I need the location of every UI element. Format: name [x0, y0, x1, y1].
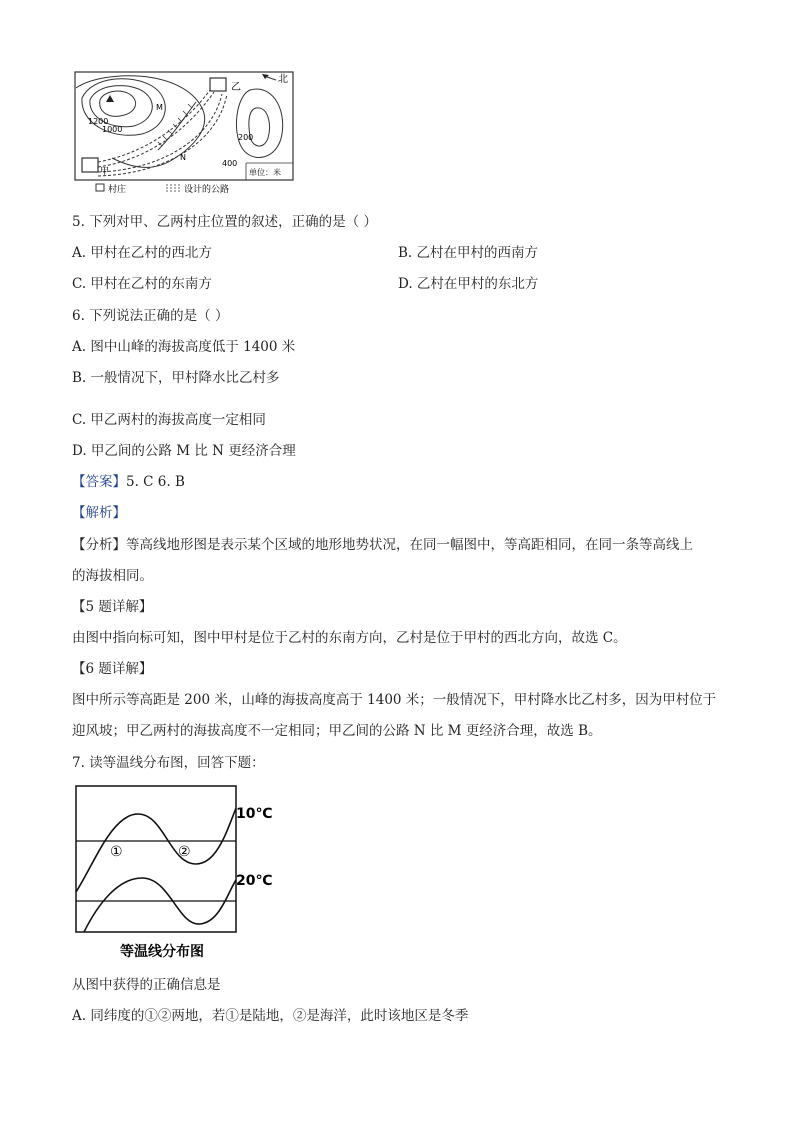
analysis-heading: 【解析】: [72, 505, 126, 521]
q6-stem: 6. 下列说法正确的是（ ）: [72, 308, 229, 324]
isotherm-figure: [74, 784, 284, 962]
village-jia-label: 甲: [100, 167, 110, 177]
contour-1000-label: 1000: [102, 125, 123, 134]
detail6-line-1: 图中所示等高距是 200 米，山峰的海拔高度高于 1400 米；一般情况下，甲村降水比乙村多，因为甲村位于: [72, 692, 717, 708]
village-yi-label: 乙: [231, 82, 241, 93]
analysis-text-1: 等高线地形图是表示某个区域的地形地势状况，在同一幅图中，等高距相同，在同一条等高线上: [126, 537, 693, 553]
answer-line: [72, 473, 185, 491]
contour-1200-label: 1200: [88, 117, 109, 126]
q7-option-a[interactable]: A. 同纬度的①②两地，若①是陆地，②是海洋，此时该地区是冬季: [72, 1008, 469, 1024]
q6-option-d[interactable]: D. 甲乙间的公路 M 比 N 更经济合理: [72, 443, 296, 459]
isotherm-caption: 等温线分布图: [120, 944, 204, 960]
detail5-text: 由图中指向标可知，图中甲村是位于乙村的东南方向，乙村是位于甲村的西北方向，故选 C。: [72, 630, 627, 646]
north-label: 北: [278, 74, 288, 85]
contour-map-figure: [72, 68, 302, 198]
isotherm-10c-label: 10℃: [236, 806, 273, 822]
legend-road-label: 设计的公路: [184, 185, 230, 195]
q6-option-b[interactable]: B. 一般情况下，甲村降水比乙村多: [72, 370, 280, 386]
contour-400-label: 400: [222, 159, 238, 168]
q5-stem: 5. 下列对甲、乙两村庄位置的叙述，正确的是（ ）: [72, 214, 377, 230]
analysis-tag: 【分析】: [72, 537, 126, 553]
answer-tag: 【答案】: [72, 474, 126, 490]
legend-village-label: 村庄: [108, 185, 127, 195]
q6-option-c[interactable]: C. 甲乙两村的海拔高度一定相同: [72, 412, 266, 428]
q5-option-a[interactable]: A. 甲村在乙村的西北方: [72, 245, 212, 261]
detail5-tag: 【5 题详解】: [72, 599, 153, 615]
q6-option-a[interactable]: A. 图中山峰的海拔高度低于 1400 米: [72, 339, 296, 355]
isotherm-20c-label: 20℃: [236, 873, 273, 889]
q7-prompt: 从图中获得的正确信息是: [72, 977, 221, 993]
detail6-line-2: 迎风坡；甲乙两村的海拔高度不一定相同；甲乙间的公路 N 比 M 更经济合理，故选 B。: [72, 723, 602, 739]
road-n-label: N: [180, 153, 186, 162]
unit-label: 单位：米: [249, 168, 281, 177]
analysis-line-2: 的海拔相同。: [72, 568, 153, 584]
contour-200-label: 200: [238, 133, 254, 142]
analysis-line-1: [72, 536, 693, 554]
point-2-label: ②: [178, 844, 191, 860]
point-1-label: ①: [110, 844, 123, 860]
q7-stem: 7. 读等温线分布图，回答下题：: [72, 755, 265, 771]
detail6-tag: 【6 题详解】: [72, 661, 153, 677]
answer-text: 5. C 6. B: [126, 474, 185, 490]
road-m-label: M: [156, 103, 163, 112]
q5-option-c[interactable]: C. 甲村在乙村的东南方: [72, 276, 212, 292]
q5-option-d[interactable]: D. 乙村在甲村的东北方: [398, 276, 539, 292]
q5-option-b[interactable]: B. 乙村在甲村的西南方: [398, 245, 539, 261]
